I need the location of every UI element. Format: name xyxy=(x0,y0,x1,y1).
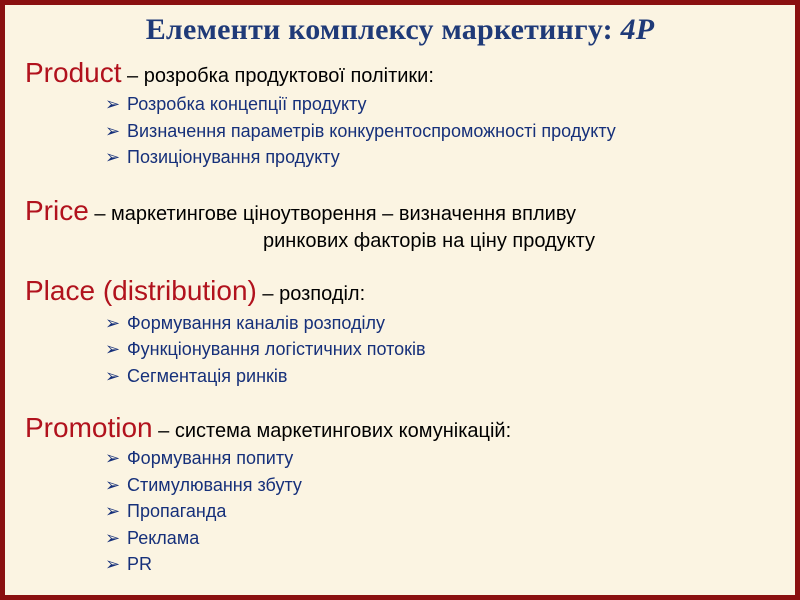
list-item xyxy=(105,94,367,115)
section-term: Price xyxy=(25,195,89,226)
list-item-text: Реклама xyxy=(127,528,200,548)
section-place-heading xyxy=(25,275,365,307)
section-description: – розподіл: xyxy=(256,283,366,305)
slide-title xyxy=(5,13,795,47)
section-term: Promotion xyxy=(25,412,153,443)
section-price-heading xyxy=(25,195,576,227)
section-description: – система маркетингових комунікацій: xyxy=(152,420,512,442)
section-term: Place (distribution) xyxy=(25,275,257,306)
arrow-bullet-icon: ➢ xyxy=(105,339,121,359)
section-promotion-heading xyxy=(25,412,511,444)
list-item-text: Визначення параметрів конкурентоспроможності продукту xyxy=(127,121,616,141)
list-item xyxy=(105,366,287,387)
arrow-bullet-icon: ➢ xyxy=(105,147,121,167)
arrow-bullet-icon: ➢ xyxy=(105,121,121,141)
list-item xyxy=(105,339,426,360)
section-description: – маркетингове ціноутворення – визначення впливу xyxy=(88,203,577,225)
list-item xyxy=(105,554,152,575)
arrow-bullet-icon: ➢ xyxy=(105,554,121,574)
arrow-bullet-icon: ➢ xyxy=(105,475,121,495)
list-item xyxy=(105,313,385,334)
list-item-text: Формування каналів розподілу xyxy=(127,313,386,333)
section-description: – розробка продуктової політики: xyxy=(121,65,434,87)
list-item xyxy=(105,121,616,142)
list-item-text: Формування попиту xyxy=(127,448,294,468)
section-product-heading xyxy=(25,57,434,89)
list-item-text: Сегментація ринків xyxy=(127,366,288,386)
arrow-bullet-icon: ➢ xyxy=(105,448,121,468)
list-item-text: Позиціонування продукту xyxy=(127,147,340,167)
list-item xyxy=(105,501,226,522)
list-item-text: Стимулювання збуту xyxy=(127,475,302,495)
slide-title-accent: 4P xyxy=(620,13,655,46)
list-item-text: Функціонування логістичних потоків xyxy=(127,339,426,359)
list-item-text: Пропаганда xyxy=(127,501,227,521)
arrow-bullet-icon: ➢ xyxy=(105,94,121,114)
slide xyxy=(5,5,795,595)
list-item xyxy=(105,448,293,469)
section-price-continuation: ринкових факторів на ціну продукту xyxy=(263,230,596,252)
arrow-bullet-icon: ➢ xyxy=(105,528,121,548)
list-item-text: PR xyxy=(127,554,153,574)
list-item-text: Розробка концепції продукту xyxy=(127,94,367,114)
section-term: Product xyxy=(25,57,122,88)
list-item xyxy=(105,147,340,168)
arrow-bullet-icon: ➢ xyxy=(105,366,121,386)
list-item xyxy=(105,528,199,549)
list-item xyxy=(105,475,302,496)
arrow-bullet-icon: ➢ xyxy=(105,501,121,521)
slide-title-main: Елементи комплексу маркетингу: xyxy=(145,13,613,46)
arrow-bullet-icon: ➢ xyxy=(105,313,121,333)
